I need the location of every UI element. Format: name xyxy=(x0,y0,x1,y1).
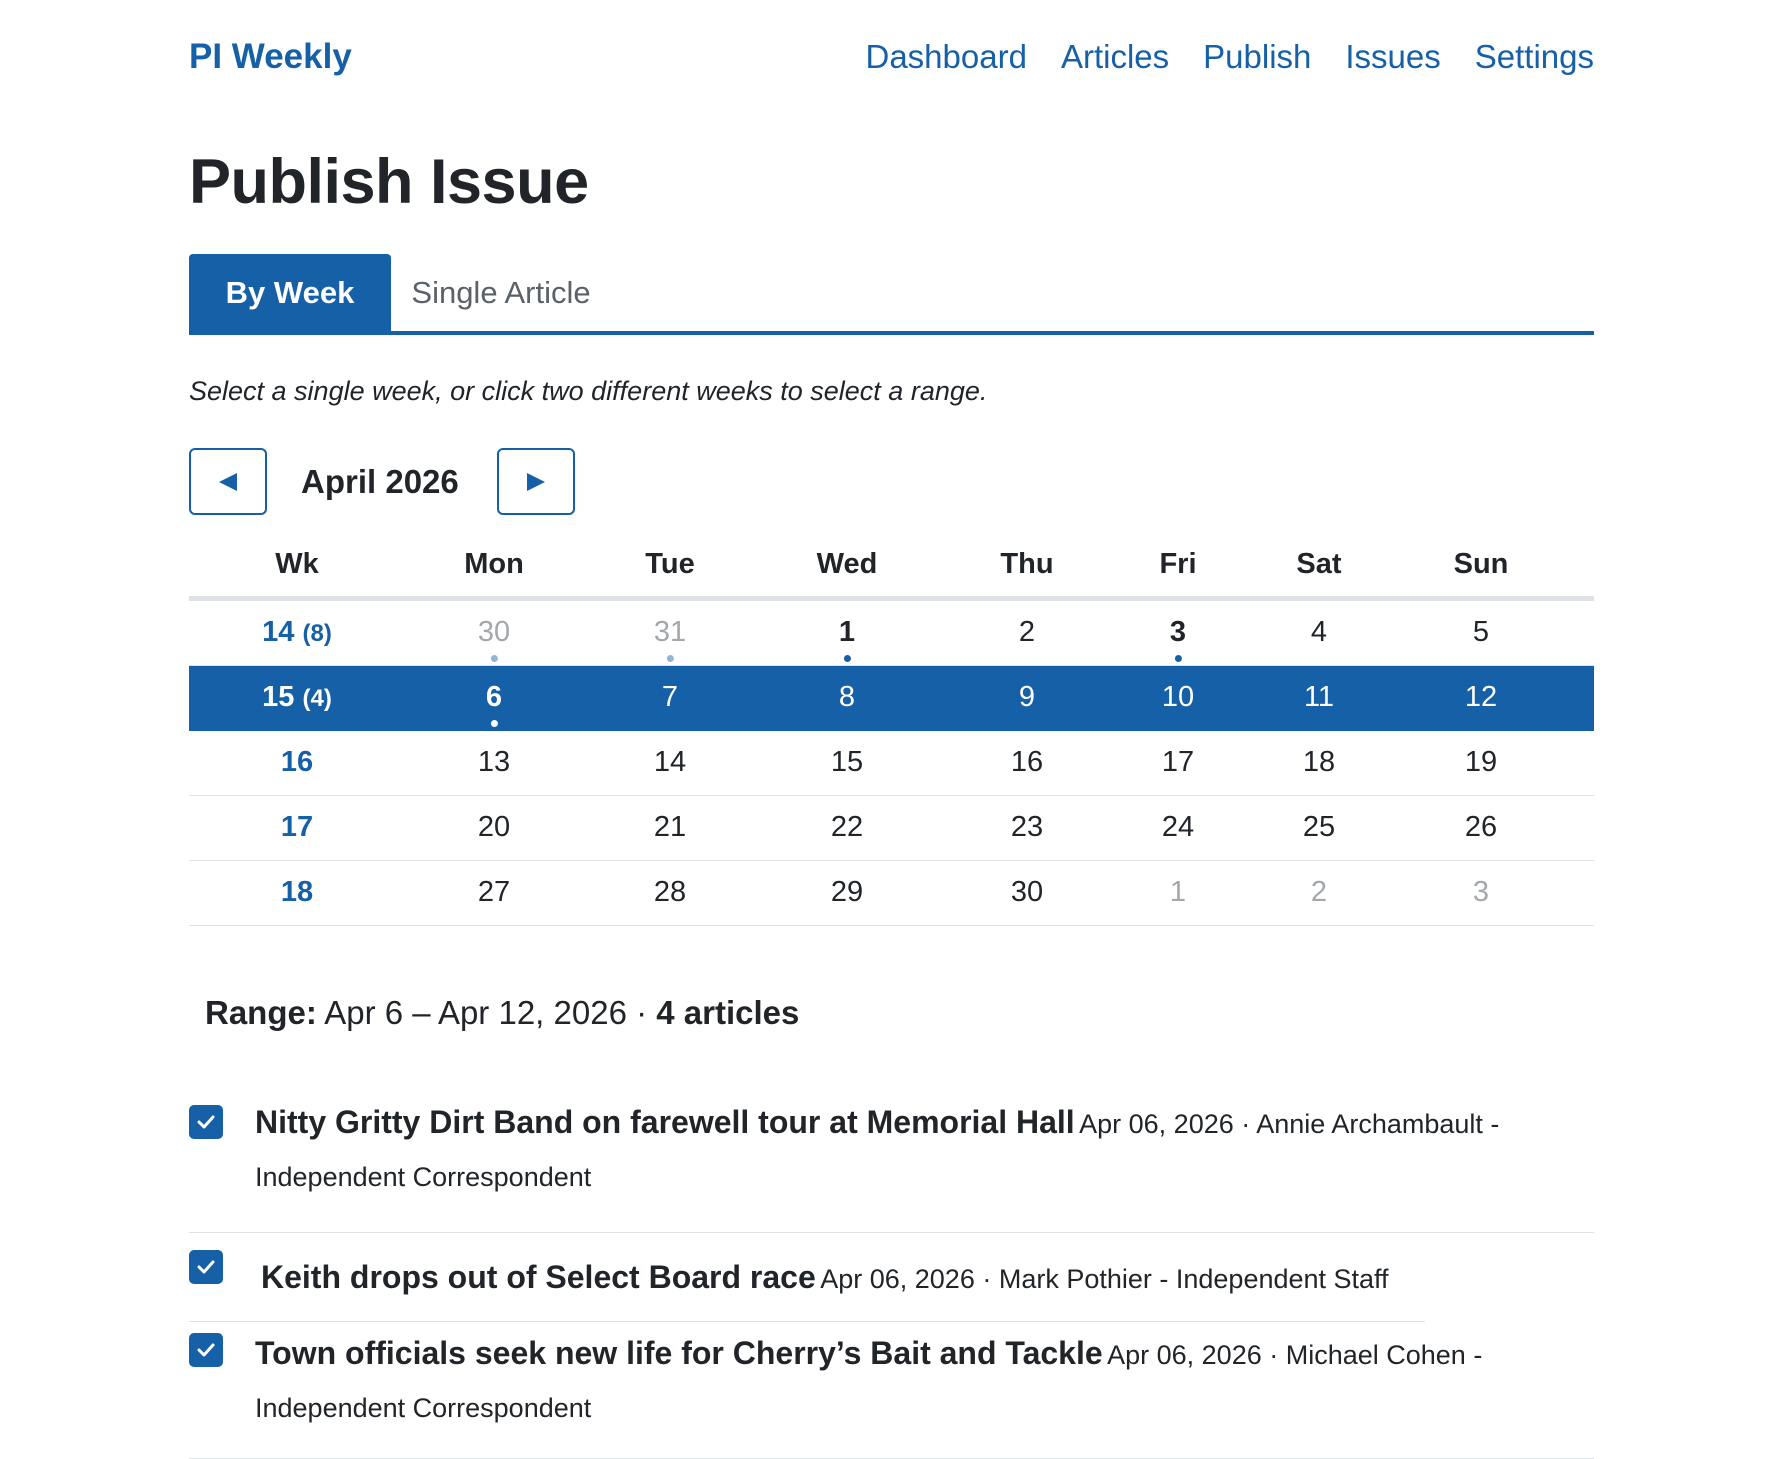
day-number: 7 xyxy=(661,681,679,713)
day-cell[interactable] xyxy=(1311,616,1327,649)
article-checkbox[interactable] xyxy=(189,1250,223,1284)
nav-articles[interactable]: Articles xyxy=(1060,38,1170,75)
week-row-16[interactable] xyxy=(189,731,1594,796)
week-row-14[interactable] xyxy=(189,601,1594,666)
nav-settings[interactable]: Settings xyxy=(1474,38,1594,75)
day-number: 15 xyxy=(830,746,864,778)
day-cell[interactable] xyxy=(1019,681,1035,714)
col-fri-header: Fri xyxy=(1159,548,1197,580)
day-number: 1 xyxy=(838,616,856,648)
page-title: Publish Issue xyxy=(189,147,589,217)
nav-issues[interactable]: Issues xyxy=(1345,38,1441,75)
day-cell[interactable] xyxy=(1473,876,1489,909)
article-count: 4 articles xyxy=(656,994,800,1031)
col-sun-header: Sun xyxy=(1453,548,1509,580)
col-wed-header: Wed xyxy=(816,548,878,580)
range-summary xyxy=(205,994,799,1032)
article-item xyxy=(189,1233,1425,1322)
day-cell[interactable] xyxy=(1011,746,1043,779)
day-cell[interactable] xyxy=(1162,811,1194,844)
day-number: 10 xyxy=(1161,681,1195,713)
tab-single-article[interactable]: Single Article xyxy=(411,274,591,310)
day-number: 31 xyxy=(653,616,687,648)
day-number: 3 xyxy=(1472,876,1490,908)
day-cell[interactable] xyxy=(1162,746,1194,779)
week-row-18[interactable] xyxy=(189,861,1594,926)
article-meta: Apr 06, 2026 · Annie Archambault - Independent Correspondent xyxy=(255,1109,1500,1192)
week-row-15[interactable] xyxy=(189,666,1594,731)
day-number: 13 xyxy=(477,746,511,778)
day-cell[interactable] xyxy=(1019,616,1035,649)
day-number: 28 xyxy=(653,876,687,908)
day-number: 24 xyxy=(1161,811,1195,843)
day-cell[interactable] xyxy=(662,681,678,714)
week-number-label: 16 xyxy=(280,746,314,778)
article-item xyxy=(189,1088,1594,1233)
day-number: 20 xyxy=(477,811,511,843)
day-number: 2 xyxy=(1018,616,1036,648)
day-cell[interactable] xyxy=(478,811,510,844)
day-cell[interactable] xyxy=(1304,681,1334,714)
col-sat-header: Sat xyxy=(1296,548,1342,580)
article-title[interactable]: Keith drops out of Select Board race xyxy=(261,1259,816,1295)
article-checkbox[interactable] xyxy=(189,1105,223,1139)
day-cell[interactable] xyxy=(654,746,686,779)
checkmark-icon xyxy=(195,1339,217,1361)
week-number[interactable] xyxy=(281,876,313,909)
day-number: 25 xyxy=(1302,811,1336,843)
page-container xyxy=(189,0,1594,1423)
day-number: 30 xyxy=(477,616,511,648)
nav-dashboard[interactable]: Dashboard xyxy=(865,38,1027,75)
nav-publish[interactable]: Publish xyxy=(1203,38,1312,75)
day-cell[interactable] xyxy=(654,811,686,844)
range-dates: Apr 6 – Apr 12, 2026 xyxy=(324,994,627,1031)
day-number: 23 xyxy=(1010,811,1044,843)
article-list xyxy=(189,1088,1594,1459)
day-number: 5 xyxy=(1472,616,1490,648)
calendar-body xyxy=(189,601,1594,926)
article-title[interactable]: Town officials seek new life for Cherry’s Bait and Tackle xyxy=(255,1335,1103,1371)
day-number: 1 xyxy=(1169,876,1187,908)
day-number: 17 xyxy=(1161,746,1195,778)
day-cell[interactable] xyxy=(478,746,510,779)
day-number: 18 xyxy=(1302,746,1336,778)
day-number: 26 xyxy=(1464,811,1498,843)
day-number: 27 xyxy=(477,876,511,908)
day-cell[interactable] xyxy=(486,681,502,714)
day-number: 22 xyxy=(830,811,864,843)
article-indicator-dot xyxy=(490,655,497,662)
day-cell[interactable] xyxy=(831,876,863,909)
col-thu-header: Thu xyxy=(1000,548,1054,580)
article-indicator-dot xyxy=(843,655,850,662)
col-mon-header: Mon xyxy=(464,548,524,580)
article-text xyxy=(261,1253,1554,1308)
calendar-grid xyxy=(189,530,1594,926)
article-indicator-dot xyxy=(666,655,673,662)
main-nav xyxy=(866,38,1595,76)
article-meta: Apr 06, 2026 · Michael Cohen - Independent Correspondent xyxy=(255,1340,1483,1423)
day-number: 29 xyxy=(830,876,864,908)
week-article-count: (4) xyxy=(302,685,332,712)
day-number: 21 xyxy=(653,811,687,843)
month-label: April 2026 xyxy=(301,463,459,500)
article-meta: Apr 06, 2026 · Mark Pothier - Independent Staff xyxy=(820,1264,1389,1294)
week-article-count: (8) xyxy=(302,620,332,647)
calendar-header xyxy=(189,530,1594,601)
day-number: 12 xyxy=(1464,681,1498,713)
checkmark-icon xyxy=(195,1256,217,1278)
brand-logo[interactable]: PI Weekly xyxy=(189,37,352,76)
day-cell[interactable] xyxy=(1473,616,1489,649)
day-number: 2 xyxy=(1310,876,1328,908)
article-text xyxy=(255,1329,1554,1437)
day-cell[interactable] xyxy=(654,876,686,909)
day-number: 4 xyxy=(1310,616,1328,648)
range-label: Range: xyxy=(205,994,317,1031)
day-number: 9 xyxy=(1018,681,1036,713)
article-text xyxy=(255,1098,1554,1206)
day-cell[interactable] xyxy=(478,876,510,909)
day-number: 11 xyxy=(1303,681,1335,713)
day-number: 16 xyxy=(1010,746,1044,778)
instruction-text: Select a single week, or click two different weeks to select a range. xyxy=(189,376,988,406)
day-number: 30 xyxy=(1010,876,1044,908)
day-cell[interactable] xyxy=(1303,811,1335,844)
week-number[interactable] xyxy=(281,746,313,779)
day-cell[interactable] xyxy=(478,616,510,649)
day-number: 19 xyxy=(1464,746,1498,778)
day-cell[interactable] xyxy=(1162,681,1194,714)
article-item xyxy=(189,1322,1594,1459)
article-indicator-dot xyxy=(1174,655,1181,662)
day-number: 14 xyxy=(653,746,687,778)
day-cell[interactable] xyxy=(1311,876,1327,909)
day-cell[interactable] xyxy=(1465,811,1497,844)
col-week-header: Wk xyxy=(275,548,319,580)
week-row-17[interactable] xyxy=(189,796,1594,861)
article-title[interactable]: Nitty Gritty Dirt Band on farewell tour at Memorial Hall xyxy=(255,1104,1075,1140)
col-tue-header: Tue xyxy=(645,548,695,580)
day-cell[interactable] xyxy=(839,681,855,714)
next-month-button[interactable] xyxy=(497,448,575,515)
tab-by-week[interactable]: By Week xyxy=(189,254,391,331)
article-checkbox[interactable] xyxy=(189,1333,223,1367)
checkmark-icon xyxy=(195,1111,217,1133)
week-number-label: 14 xyxy=(262,616,295,648)
day-cell[interactable] xyxy=(1465,681,1497,714)
day-cell[interactable] xyxy=(1170,876,1186,909)
article-indicator-dot xyxy=(490,720,497,727)
right-triangle-icon xyxy=(525,472,547,492)
day-cell[interactable] xyxy=(831,811,863,844)
day-number: 8 xyxy=(838,681,856,713)
day-number: 6 xyxy=(485,681,503,713)
week-number[interactable] xyxy=(262,681,332,714)
prev-month-button[interactable] xyxy=(189,448,267,515)
week-number[interactable] xyxy=(281,811,313,844)
day-cell[interactable] xyxy=(839,616,855,649)
day-cell[interactable] xyxy=(1170,616,1186,649)
top-header xyxy=(189,0,1594,120)
week-number-label: 17 xyxy=(280,811,314,843)
tab-bar xyxy=(189,254,1594,335)
day-cell[interactable] xyxy=(831,746,863,779)
day-cell[interactable] xyxy=(1303,746,1335,779)
day-cell[interactable] xyxy=(1465,746,1497,779)
day-cell[interactable] xyxy=(1011,811,1043,844)
day-cell[interactable] xyxy=(1011,876,1043,909)
day-cell[interactable] xyxy=(654,616,686,649)
week-number-label: 15 xyxy=(262,681,295,713)
week-number-label: 18 xyxy=(280,876,314,908)
left-triangle-icon xyxy=(217,472,239,492)
week-number[interactable] xyxy=(262,616,332,649)
range-separator: · xyxy=(636,994,648,1031)
day-number: 3 xyxy=(1169,616,1187,648)
